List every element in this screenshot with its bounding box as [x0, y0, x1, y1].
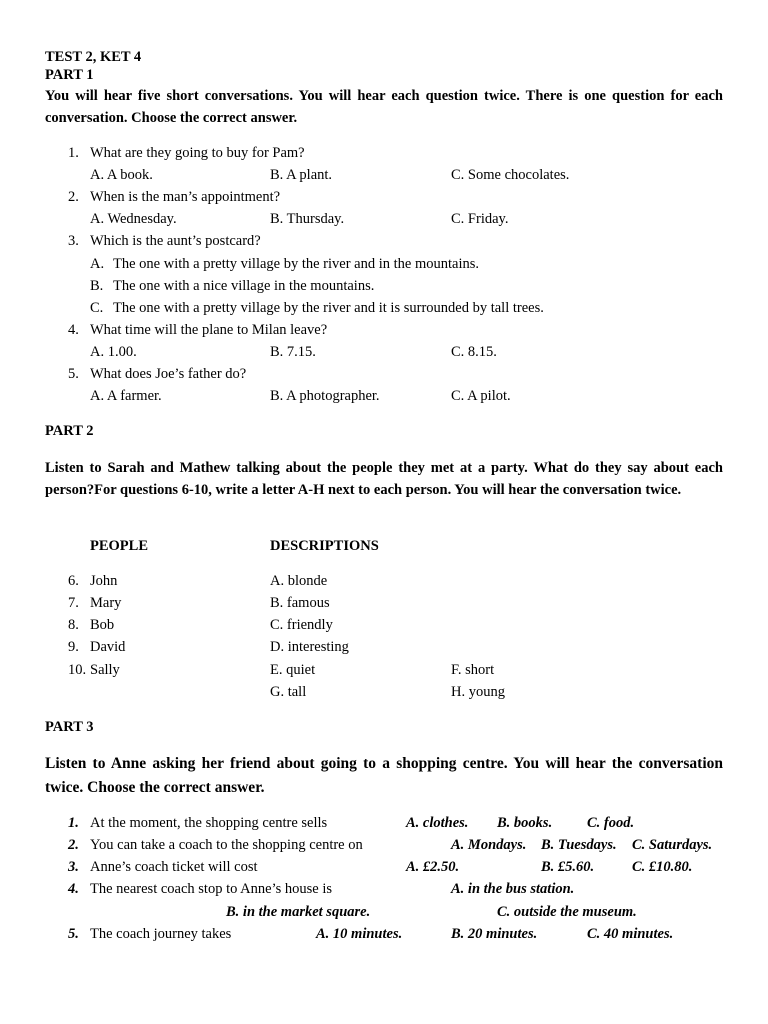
option-c: C. Friday.: [451, 211, 509, 227]
option-a: A. A farmer.: [90, 388, 162, 404]
description-item: G. tall: [270, 684, 307, 700]
option-c: C. Some chocolates.: [451, 167, 570, 183]
question-number: 3.: [68, 859, 79, 875]
person-number: 8.: [68, 617, 79, 633]
option-letter: A.: [90, 256, 105, 272]
option-b: B. A photographer.: [270, 388, 380, 404]
person-name: Sally: [90, 662, 120, 678]
person-name: John: [90, 573, 118, 589]
option-c: C. A pilot.: [451, 388, 511, 404]
question-text: At the moment, the shopping centre sells: [90, 815, 328, 831]
option-b: B. Tuesdays.: [541, 837, 617, 853]
part1-instructions: You will hear five short conversations. You will hear each question twice. There is one question for each conversation. Choose the correct answer.: [45, 88, 723, 126]
option-b: B. A plant.: [270, 167, 333, 183]
option-a: A. Mondays.: [451, 837, 527, 853]
question-text: When is the man’s appointment?: [90, 189, 281, 205]
question-number: 5.: [68, 366, 79, 382]
option-c: C. outside the museum.: [497, 904, 637, 920]
description-item: F. short: [451, 662, 495, 678]
person-number: 9.: [68, 639, 79, 655]
option-b: B. 20 minutes.: [451, 926, 538, 942]
option-a: A. A book.: [90, 167, 153, 183]
question-number: 1.: [68, 145, 79, 161]
option-a: A. Wednesday.: [90, 211, 177, 227]
option-c: C. £10.80.: [632, 859, 693, 875]
person-number: 6.: [68, 573, 79, 589]
question-number: 3.: [68, 233, 79, 249]
part2-heading: PART 2: [45, 423, 94, 439]
option-a: A. in the bus station.: [451, 881, 575, 897]
question-text: What time will the plane to Milan leave?: [90, 322, 328, 338]
part3-instructions: Listen to Anne asking her friend about going to a shopping centre. You will hear the conversation twice. Choose the correct answer.: [45, 755, 723, 796]
description-item: D. interesting: [270, 639, 349, 655]
description-item: A. blonde: [270, 573, 328, 589]
option-a: A. clothes.: [406, 815, 469, 831]
option-c: C. 8.15.: [451, 344, 497, 360]
question-number: 2.: [68, 837, 79, 853]
question-text: You can take a coach to the shopping centre on: [90, 837, 363, 853]
person-name: David: [90, 639, 126, 655]
option-letter: B.: [90, 278, 104, 294]
option-c: C. 40 minutes.: [587, 926, 674, 942]
option-b: B. £5.60.: [541, 859, 595, 875]
option-letter: C.: [90, 300, 104, 316]
option-c: C. Saturdays.: [632, 837, 713, 853]
question-number: 2.: [68, 189, 79, 205]
person-name: Bob: [90, 617, 115, 633]
test-title: TEST 2, KET 4: [45, 49, 142, 65]
person-number: 7.: [68, 595, 79, 611]
question-text: Anne’s coach ticket will cost: [90, 859, 258, 875]
people-header: PEOPLE: [90, 538, 149, 554]
person-number: 10.: [68, 662, 87, 678]
option-a: A. 10 minutes.: [316, 926, 403, 942]
question-number: 4.: [68, 881, 79, 897]
option-a: A. £2.50.: [406, 859, 460, 875]
question-text: The coach journey takes: [90, 926, 232, 942]
option-text: The one with a pretty village by the river and it is surrounded by tall trees.: [113, 300, 544, 316]
descriptions-header: DESCRIPTIONS: [270, 538, 379, 554]
question-number: 5.: [68, 926, 79, 942]
question-number: 1.: [68, 815, 79, 831]
option-text: The one with a nice village in the mountains.: [113, 278, 375, 294]
question-text: What are they going to buy for Pam?: [90, 145, 305, 161]
option-b: B. in the market square.: [226, 904, 371, 920]
option-c: C. food.: [587, 815, 635, 831]
description-item: H. young: [451, 684, 505, 700]
option-b: B. books.: [497, 815, 553, 831]
person-name: Mary: [90, 595, 122, 611]
option-b: B. 7.15.: [270, 344, 316, 360]
description-item: B. famous: [270, 595, 330, 611]
option-a: A. 1.00.: [90, 344, 137, 360]
part1-heading: PART 1: [45, 67, 94, 83]
option-text: The one with a pretty village by the river and in the mountains.: [113, 256, 480, 272]
part2-instructions: Listen to Sarah and Mathew talking about the people they met at a party. What do they say about each person?For questions 6-10, write a letter A-H next to each person. You will hear the conversation twice.: [45, 460, 723, 498]
part3-heading: PART 3: [45, 719, 94, 735]
question-text: The nearest coach stop to Anne’s house is: [90, 881, 333, 897]
question-text: Which is the aunt’s postcard?: [90, 233, 261, 249]
option-b: B. Thursday.: [270, 211, 345, 227]
question-text: What does Joe’s father do?: [90, 366, 247, 382]
question-number: 4.: [68, 322, 79, 338]
description-item: E. quiet: [270, 662, 316, 678]
description-item: C. friendly: [270, 617, 333, 633]
